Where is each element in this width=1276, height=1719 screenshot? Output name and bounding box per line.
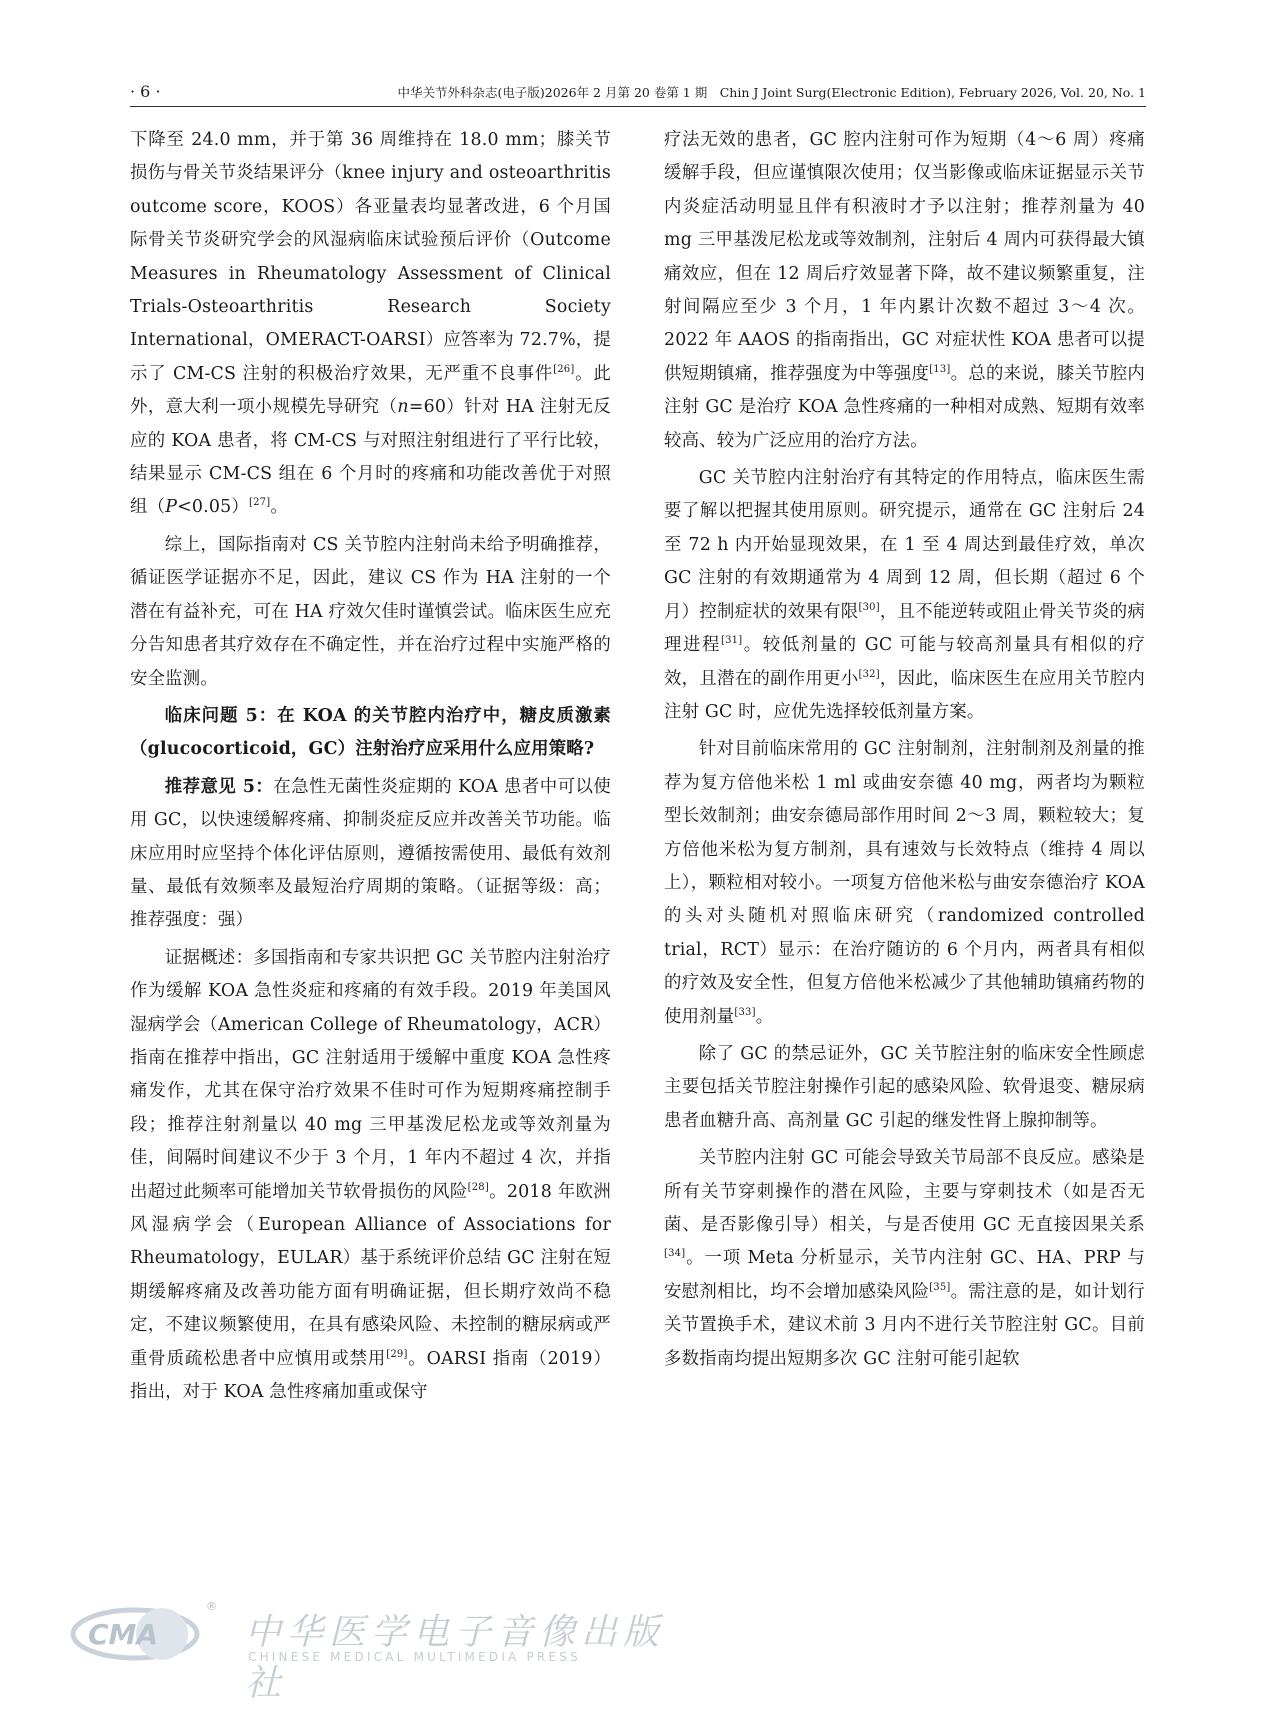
citation-34[interactable]: [34] — [664, 1248, 686, 1260]
paragraph-gc-characteristics: GC 关节腔内注射治疗有其特定的作用特点，临床医生需要了解以把握其使用原则。研究提示，通常在 GC 注射后 24 至 72 h 内开始显现效果，在 1 至 4 周达到最佳疗效，单次 GC 注射的有效期通常为 4 周到 12 周，但长期（超过 6 个月）控制症状的效果有限[30]，且不能逆转或阻止骨关节炎的病理进程[31]。较低剂量的 GC 可能与较高剂量具有相似的疗效，且潜在的副作用更小[32]，因此，临床医生在应用关节腔内注射 GC 时，应优先选择较低剂量方案。 — [664, 468, 1145, 722]
svg-text:CMA: CMA — [88, 1618, 159, 1651]
cma-logo-icon — [70, 1606, 200, 1661]
citation-29[interactable]: [29] — [386, 1348, 408, 1360]
clinical-question-5: 临床问题 5：在 KOA 的关节腔内治疗中，糖皮质激素（glucocorticoid，GC）注射治疗应采用什么应用策略? — [130, 705, 611, 760]
registered-mark: ® — [206, 1600, 217, 1613]
paragraph-oarsi-continued: 疗法无效的患者，GC 腔内注射可作为短期（4～6 周）疼痛缓解手段，但应谨慎限次使用；仅当影像或临床证据显示关节内炎症活动明显且伴有积液时才予以注射；推荐剂量为 40 mg 三甲基泼尼松龙或等效制剂，注射后 4 周内可获得最大镇痛效应，但在 12 周后疗效显著下降，故不建议频繁重复，注射间隔应至少 3 个月，1 年内累计次数不超过 3～4 次。2022 年 AAOS 的指南指出，GC 对症状性 KOA 患者可以提供短期镇痛，推荐强度为中等强度[13]。总的来说，膝关节腔内注射 GC 是治疗 KOA 急性疼痛的一种相对成熟、短期有效率较高、较为广泛应用的治疗方法。 — [664, 130, 1145, 451]
citation-35[interactable]: [35] — [929, 1281, 951, 1293]
paragraph-safety-concerns: 除了 GC 的禁忌证外，GC 关节腔注射的临床安全性顾虑主要包括关节腔注射操作引起的感染风险、软骨退变、糖尿病患者血糖升高、高剂量 GC 引起的继发性肾上腺抑制等。 — [664, 1043, 1145, 1131]
publisher-footer — [70, 1598, 690, 1704]
paragraph-cs-summary: 综上，国际指南对 CS 关节腔内注射尚未给予明确推荐，循证医学证据亦不足，因此，建议 CS 作为 HA 注射的一个潜在有益补充，可在 HA 疗效欠佳时谨慎尝试。临床医生应充分告知患者其疗效存在不确定性，并在治疗过程中实施严格的安全监测。 — [130, 534, 611, 689]
citation-30[interactable]: [30] — [858, 601, 880, 613]
citation-32[interactable]: [32] — [858, 668, 880, 680]
paragraph-koos-results: 下降至 24.0 mm，并于第 36 周维持在 18.0 mm；膝关节损伤与骨关节炎结果评分（knee injury and osteoarthritis outcome score，KOOS）各亚量表均显著改进，6 个月国际骨关节炎研究学会的风湿病临床试验预后评价（Outcome Measures in Rheumatology Assessment of Clinical Trials-Osteoarthritis Research Society International，OMERACT-OARSI）应答率为 72.7%，提示了 CM-CS 注射的积极治疗效果，无严重不良事件[26]。此外，意大利一项小规模先导研究（n=60）针对 HA 注射无反应的 KOA 患者，将 CM-CS 与对照注射组进行了平行比较，结果显示 CM-CS 组在 6 个月时的疼痛和功能改善优于对照组（P<0.05）[27]。 — [130, 130, 612, 518]
citation-26[interactable]: [26] — [553, 363, 575, 375]
citation-31[interactable]: [31] — [720, 635, 743, 647]
left-column — [130, 124, 611, 1409]
citation-28[interactable]: [28] — [467, 1181, 489, 1193]
publisher-name-en: CHINESE MEDICAL MULTIMEDIA PRESS — [248, 1650, 581, 1664]
citation-33[interactable]: [33] — [734, 1006, 756, 1018]
running-header — [130, 80, 1146, 107]
citation-27[interactable]: [27] — [248, 497, 271, 509]
paragraph-gc-preparations: 针对目前临床常用的 GC 注射制剂，注射制剂及剂量的推荐为复方倍他米松 1 ml 或曲安奈德 40 mg，两者均为颗粒型长效制剂；曲安奈德局部作用时间 2～3 周，颗粒较大；复方倍他米松为复方制剂，具有速效与长效特点（维持 4 周以上），颗粒相对较小。一项复方倍他米松与曲安奈德治疗 KOA 的头对头随机对照临床研究（randomized controlled trial，RCT）显示：在治疗随访的 6 个月内，两者具有相似的疗效及安全性，但复方倍他米松减少了其他辅助镇痛药物的使用剂量[33]。 — [664, 739, 1145, 1027]
publisher-name-cn: 中华医学电子音像出版社 — [245, 1612, 666, 1704]
right-column — [664, 124, 1145, 1376]
page-number: · 6 · — [130, 82, 161, 101]
paragraph-local-adverse: 关节腔内注射 GC 可能会导致关节局部不良反应。感染是所有关节穿刺操作的潜在风险，主要与穿刺技术（如是否无菌、是否影像引导）相关，与是否使用 GC 无直接因果关系[34]。一项 Meta 分析显示，关节内注射 GC、HA、PRP 与安慰剂相比，均不会增加感染风险[35]。需注意的是，如计划行关节置换手术，建议术前 3 月内不进行关节腔注射 GC。目前多数指南均提出短期多次 GC 注射可能引起软 — [664, 1148, 1145, 1369]
paragraph-evidence-overview: 证据概述：多国指南和专家共识把 GC 关节腔内注射治疗作为缓解 KOA 急性炎症和疼痛的有效手段。2019 年美国风湿病学会（American College of Rheumatology，ACR）指南在推荐中指出，GC 注射适用于缓解中重度 KOA 急性疼痛发作，尤其在保守治疗效果不佳时可作为短期疼痛控制手段；推荐注射剂量以 40 mg 三甲基泼尼松龙或等效剂量为佳，间隔时间建议不少于 3 个月，1 年内不超过 4 次，并指出超过此频率可能增加关节软骨损伤的风险[28]。2018 年欧洲风湿病学会（European Alliance of Associations for Rheumatology，EULAR）基于系统评价总结 GC 注射在短期缓解疼痛及改善功能方面有明确证据，但长期疗效尚不稳定，不建议频繁使用，在具有感染风险、未控制的糖尿病或严重骨质疏松患者中应慎用或禁用[29]。OARSI 指南（2019）指出，对于 KOA 急性疼痛加重或保守 — [130, 947, 611, 1403]
citation-13[interactable]: [13] — [929, 363, 951, 375]
journal-running-title: 中华关节外科杂志(电子版)2026年 2 月第 20 卷第 1 期 Chin J Joint Surg(Electronic Edition), February 2026, Vol. 20, No. 1 — [397, 85, 1146, 100]
recommendation-5: 推荐意见 5：在急性无菌性炎症期的 KOA 患者中可以使用 GC，以快速缓解疼痛、抑制炎症反应并改善关节功能。临床应用时应坚持个体化评估原则，遵循按需使用、最低有效剂量、最低有效频率及最短治疗周期的策略。（证据等级：高；推荐强度：强） — [130, 776, 611, 931]
